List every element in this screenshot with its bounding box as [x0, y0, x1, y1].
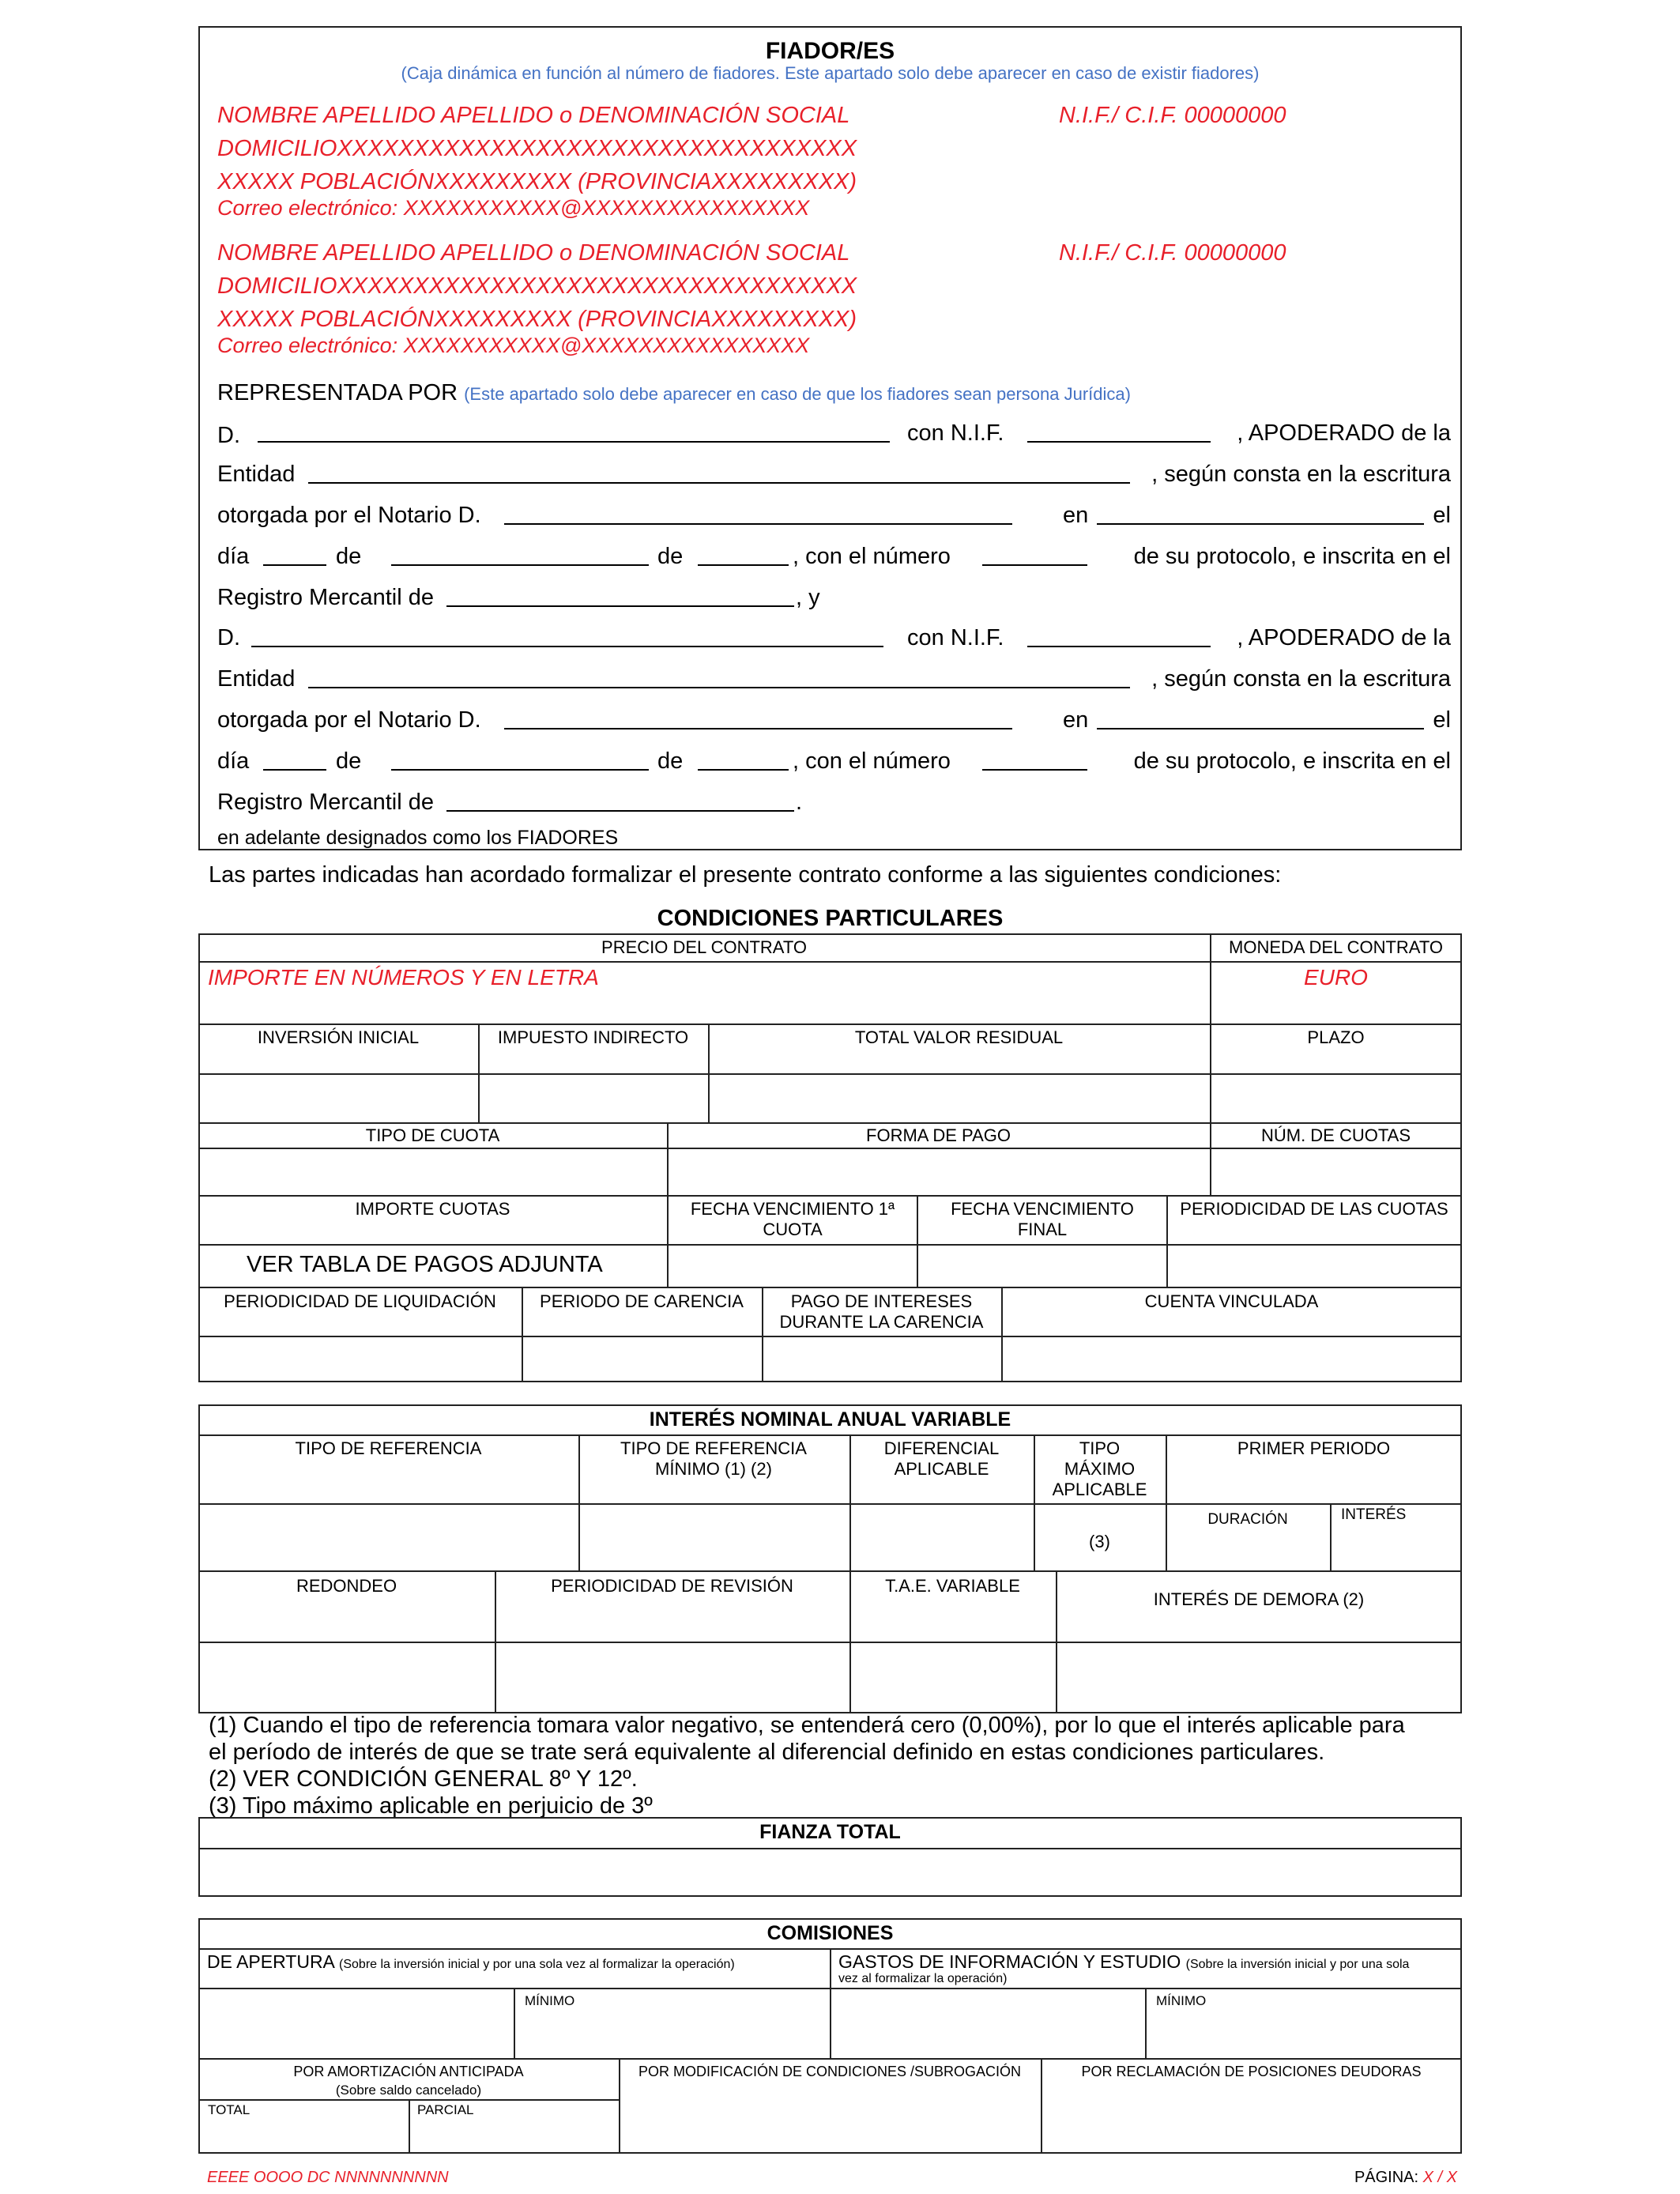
fianza-title: FIANZA TOTAL [759, 1821, 901, 1843]
lugar-field[interactable] [1097, 707, 1424, 729]
total-label: TOTAL [208, 2102, 250, 2117]
numero-protocolo-field[interactable] [982, 544, 1087, 566]
divider [198, 1434, 1462, 1436]
divider [514, 1988, 515, 2058]
minimo-label: MÍNIMO [525, 1993, 575, 2008]
inversion-label: INVERSIÓN INICIAL [257, 1027, 420, 1047]
divider [198, 1073, 1462, 1075]
fiador-email: Correo electrónico: XXXXXXXXXXX@XXXXXXXXXXXXXXXX [217, 196, 810, 220]
rep-d: D. [217, 625, 240, 650]
anio-field[interactable] [698, 748, 789, 771]
pagina-value: X / X [1422, 2169, 1457, 2186]
periodicidad-liq-label: PERIODICIDAD DE LIQUIDACIÓN [224, 1291, 496, 1311]
periodo-carencia-label: PERIODO DE CARENCIA [540, 1291, 744, 1311]
divider [578, 1434, 580, 1570]
entidad-field[interactable] [308, 462, 1130, 484]
rep-de: de [336, 748, 362, 774]
rep-dot: . [796, 790, 803, 815]
rep-registro: Registro Mercantil de [217, 585, 434, 610]
rep-apoderado: , APODERADO de la [1237, 625, 1451, 650]
gastos-label [838, 1951, 1409, 1973]
divider [198, 1503, 1462, 1505]
apertura-note: (Sobre la inversión inicial y por una sola vez al formalizar la operación) [339, 1958, 735, 1971]
divider [198, 1848, 1462, 1849]
rep-segun: , según consta en la escritura [1151, 462, 1451, 487]
parcial-label: PARCIAL [417, 2102, 474, 2117]
ver-tabla-text: VER TABLA DE PAGOS ADJUNTA [247, 1252, 603, 1277]
divider [917, 1195, 918, 1287]
apoderado-nif-field[interactable] [1027, 625, 1211, 647]
fiador-email: Correo electrónico: XXXXXXXXXXX@XXXXXXXXXXXXXXXX [217, 334, 810, 357]
divider [830, 1948, 831, 2058]
tae-label: T.A.E. VARIABLE [885, 1576, 1020, 1596]
representada-note: (Este apartado solo debe aparecer en caso de que los fiadores sean persona Jurídica) [464, 384, 1131, 404]
rep-entidad-label: Entidad [217, 666, 296, 692]
tipo-ref-min-label: TIPO DE REFERENCIA MÍNIMO (1) (2) [620, 1438, 807, 1479]
fiador-name: NOMBRE APELLIDO APELLIDO o DENOMINACIÓN SOCIAL [217, 103, 850, 128]
apoderado-name-field[interactable] [258, 420, 890, 443]
fecha-primera-label: FECHA VENCIMIENTO 1ª CUOTA [690, 1199, 895, 1239]
notario-field[interactable] [504, 707, 1012, 729]
plazo-label: PLAZO [1307, 1027, 1365, 1047]
rep-segun: , según consta en la escritura [1151, 666, 1451, 692]
rep-entidad-label: Entidad [217, 462, 296, 487]
registro-field[interactable] [446, 585, 794, 607]
entidad-field[interactable] [308, 666, 1130, 688]
divider [198, 2058, 1462, 2060]
importe-value[interactable]: IMPORTE EN NÚMEROS Y EN LETRA [208, 965, 599, 990]
demora-label: INTERÉS DE DEMORA (2) [1153, 1589, 1365, 1609]
rep-protocolo: de su protocolo, e inscrita en el [1133, 748, 1451, 774]
redondeo-label: REDONDEO [296, 1576, 397, 1596]
anio-field[interactable] [698, 544, 789, 566]
divider [667, 1195, 669, 1287]
rep-con-numero: , con el número [793, 748, 951, 774]
interes-label: INTERÉS [1341, 1506, 1407, 1523]
rep-de: de [657, 544, 684, 569]
rep-el: el [1433, 503, 1451, 528]
diferencial-label: DIFERENCIAL APLICABLE [883, 1438, 1000, 1479]
gastos-text: GASTOS DE INFORMACIÓN Y ESTUDIO [838, 1951, 1181, 1972]
divider [409, 2099, 410, 2154]
apoderado-name-field[interactable] [251, 625, 883, 647]
cuenta-vinculada-label: CUENTA VINCULADA [1144, 1291, 1319, 1311]
rep-apoderado: , APODERADO de la [1237, 420, 1451, 446]
dia-field[interactable] [263, 748, 326, 771]
pagina-label: PÁGINA: [1354, 2169, 1419, 2186]
rep-dia: día [217, 748, 250, 774]
lugar-field[interactable] [1097, 503, 1424, 525]
divider [198, 1122, 1462, 1124]
rep-registro: Registro Mercantil de [217, 790, 434, 815]
gastos-note-2: vez al formalizar la operación) [838, 1972, 1008, 1985]
pago-intereses-label: PAGO DE INTERESES DURANTE LA CARENCIA [779, 1291, 984, 1332]
gastos-note: (Sobre la inversión inicial y por una sola [1185, 1958, 1410, 1971]
reclamacion-label: POR RECLAMACIÓN DE POSICIONES DEUDORAS [1081, 2064, 1422, 2079]
intro-text: Las partes indicadas han acordado formalizar el presente contrato conforme a las siguientes condiciones: [209, 862, 1282, 888]
fiador-nif: N.I.F./ C.I.F. 00000000 [1059, 240, 1286, 266]
divider [198, 1336, 1462, 1337]
fiadores-title: FIADOR/ES [765, 38, 895, 64]
rep-de: de [657, 748, 684, 774]
precio-label: PRECIO DEL CONTRATO [601, 937, 807, 957]
rep-d: D. [217, 423, 240, 448]
divider [198, 1287, 1462, 1288]
rep-el: el [1433, 707, 1451, 733]
divider [198, 1642, 1462, 1643]
apertura-text: DE APERTURA [207, 1951, 334, 1972]
moneda-value[interactable]: EURO [1304, 965, 1368, 990]
fecha-final-label: FECHA VENCIMIENTO FINAL [951, 1199, 1134, 1239]
amortizacion-label: POR AMORTIZACIÓN ANTICIPADA [293, 2064, 524, 2079]
footer-account: EEEE OOOO DC NNNNNNNNNN [207, 2169, 449, 2186]
footer-page [1354, 2169, 1457, 2187]
modificacion-label: POR MODIFICACIÓN DE CONDICIONES /SUBROGACIÓN [638, 2064, 1022, 2079]
notario-field[interactable] [504, 503, 1012, 525]
divider [849, 1434, 851, 1570]
apoderado-nif-field[interactable] [1027, 420, 1211, 443]
mes-field[interactable] [391, 748, 649, 771]
divider [198, 961, 1462, 963]
divider [1330, 1503, 1332, 1570]
rep-otorgada-label: otorgada por el Notario D. [217, 707, 481, 733]
divider [198, 1195, 1462, 1197]
representada-label [217, 380, 1131, 406]
divider [1145, 1988, 1147, 2058]
rep-en: en [1063, 503, 1089, 528]
note-2: (2) VER CONDICIÓN GENERAL 8º Y 12º. [209, 1766, 638, 1792]
duracion-label: DURACIÓN [1207, 1511, 1288, 1528]
rep-nif-label: con N.I.F. [907, 625, 1004, 650]
nota3-label: (3) [1089, 1532, 1110, 1551]
fiador-address: DOMICILIOXXXXXXXXXXXXXXXXXXXXXXXXXXXXXXXXXX [217, 273, 857, 299]
note-1b: el período de interés de que se trate será equivalente al diferencial definido en estas condiciones particulares. [209, 1740, 1325, 1765]
periodicidad-rev-label: PERIODICIDAD DE REVISIÓN [551, 1576, 793, 1596]
tipo-max-label: TIPO MÁXIMO APLICABLE [1052, 1438, 1147, 1499]
valor-residual-label: TOTAL VALOR RESIDUAL [854, 1027, 1064, 1047]
divider [198, 1148, 1462, 1149]
divider [198, 1988, 1462, 1989]
comisiones-title: COMISIONES [767, 1922, 894, 1944]
rep-con-numero: , con el número [793, 544, 951, 569]
divider [198, 1023, 1462, 1025]
fiador-address: DOMICILIOXXXXXXXXXXXXXXXXXXXXXXXXXXXXXXXXXX [217, 136, 857, 161]
divider [198, 1570, 1462, 1572]
rep-dia: día [217, 544, 250, 569]
dia-field[interactable] [263, 544, 326, 566]
mes-field[interactable] [391, 544, 649, 566]
rep-y: , y [796, 585, 820, 610]
rep-otorgada-label: otorgada por el Notario D. [217, 503, 481, 528]
tipo-cuota-label: TIPO DE CUOTA [365, 1125, 500, 1145]
fiador-nif: N.I.F./ C.I.F. 00000000 [1059, 103, 1286, 128]
numero-protocolo-field[interactable] [982, 748, 1087, 771]
fiador-name: NOMBRE APELLIDO APELLIDO o DENOMINACIÓN SOCIAL [217, 240, 850, 266]
rep-protocolo: de su protocolo, e inscrita en el [1133, 544, 1451, 569]
moneda-label: MONEDA DEL CONTRATO [1229, 937, 1443, 957]
periodicidad-cuotas-label: PERIODICIDAD DE LAS CUOTAS [1180, 1199, 1448, 1219]
interes-title: INTERÉS NOMINAL ANUAL VARIABLE [649, 1408, 1011, 1431]
fiadores-subtitle: (Caja dinámica en función al número de fiadores. Este apartado solo debe aparecer en caso de existir fiadores) [401, 63, 1260, 83]
registro-field[interactable] [446, 790, 794, 812]
apertura-label [207, 1951, 735, 1973]
amortizacion-note: (Sobre saldo cancelado) [335, 2083, 482, 2098]
rep-de: de [336, 544, 362, 569]
rep-nif-label: con N.I.F. [907, 420, 1004, 446]
num-cuotas-label: NÚM. DE CUOTAS [1260, 1125, 1411, 1145]
fiador-city: XXXXX POBLACIÓNXXXXXXXXX (PROVINCIAXXXXXXXXX) [217, 169, 857, 194]
forma-pago-label: FORMA DE PAGO [866, 1125, 1011, 1145]
minimo-label: MÍNIMO [1156, 1993, 1207, 2008]
note-1a: (1) Cuando el tipo de referencia tomara valor negativo, se entenderá cero (0,00%), por lo que el interés aplicable para [209, 1713, 1405, 1738]
impuesto-label: IMPUESTO INDIRECTO [497, 1027, 689, 1047]
fiador-city: XXXXX POBLACIÓNXXXXXXXXX (PROVINCIAXXXXXXXXX) [217, 307, 857, 332]
condiciones-title: CONDICIONES PARTICULARES [657, 906, 1004, 931]
representada-text: REPRESENTADA POR [217, 380, 458, 405]
rep-en: en [1063, 707, 1089, 733]
designados-text: en adelante designados como los FIADORES [217, 827, 619, 849]
primer-periodo-label: PRIMER PERIODO [1237, 1438, 1391, 1458]
note-3: (3) Tipo máximo aplicable en perjuicio de 3º [209, 1793, 653, 1819]
importe-cuotas-label: IMPORTE CUOTAS [355, 1199, 510, 1219]
tipo-ref-label: TIPO DE REFERENCIA [295, 1438, 482, 1458]
divider [198, 1244, 1462, 1246]
